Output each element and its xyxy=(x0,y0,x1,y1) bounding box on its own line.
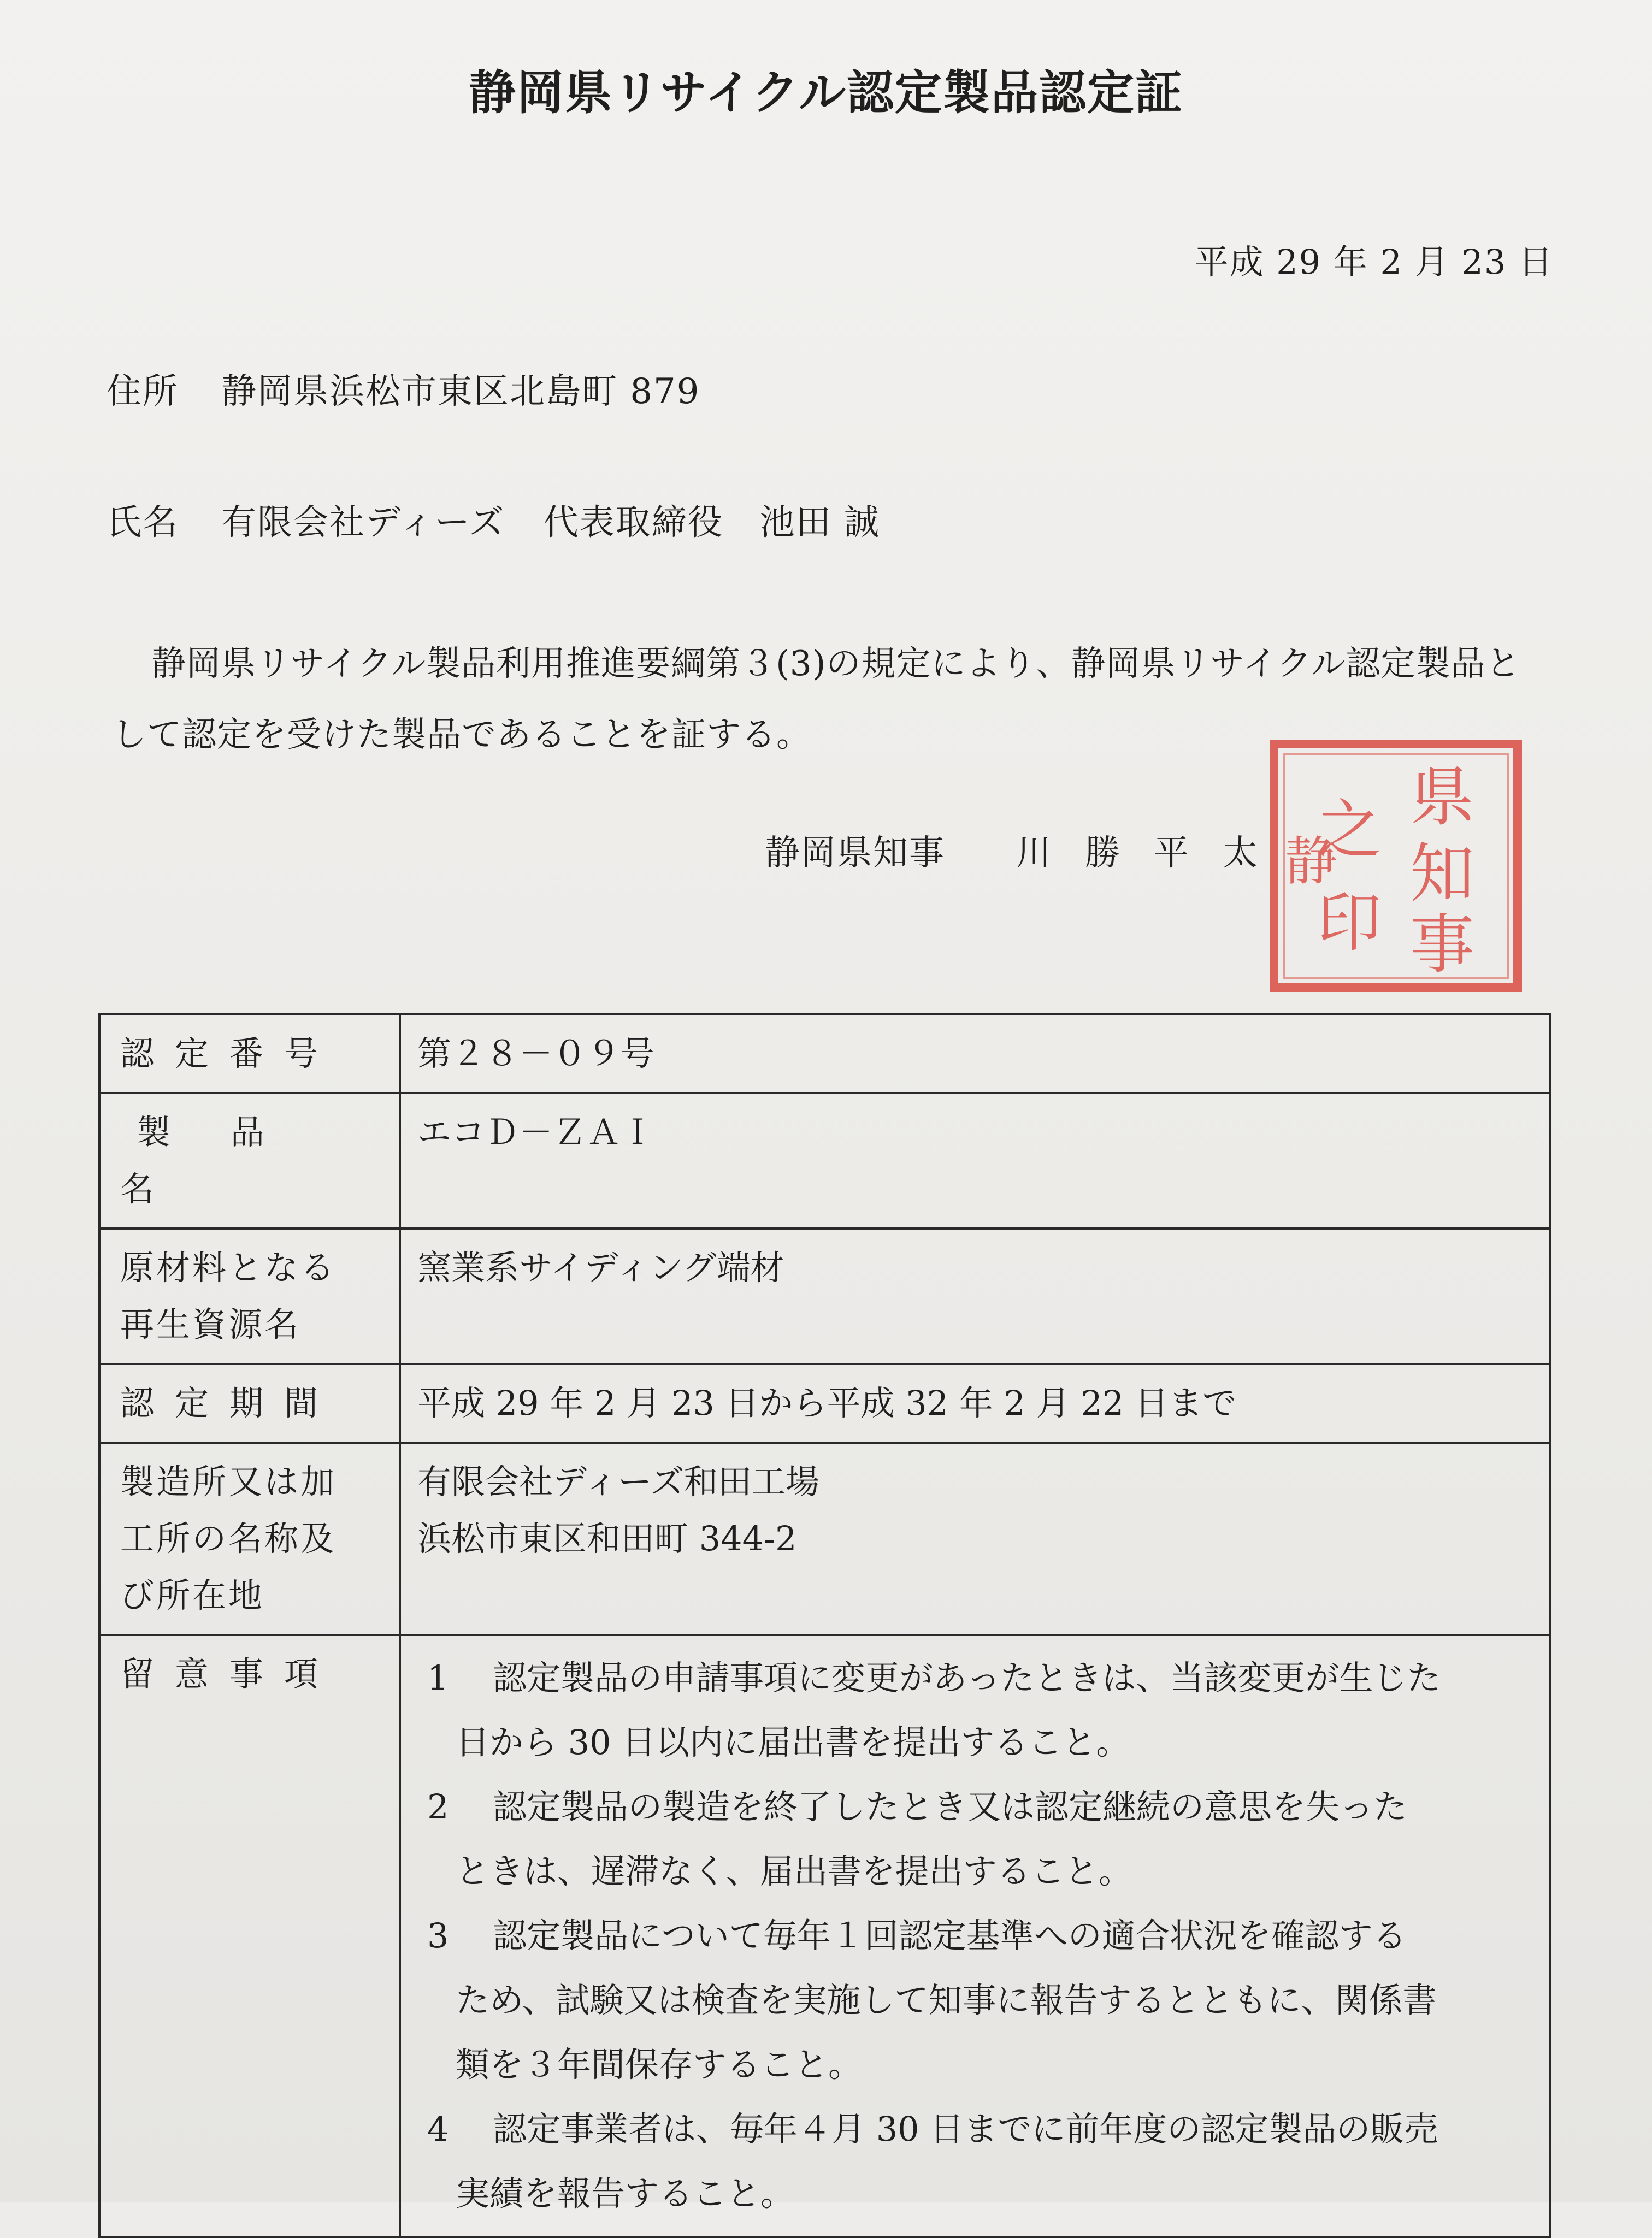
certification-statement: 静岡県リサイクル製品利用推進要綱第３(3)の規定により、静岡県リサイクル認定製品として認定を受けた製品であることを証する。 xyxy=(112,643,1521,754)
signer-title: 静岡県知事 xyxy=(765,833,945,873)
document-title: 静岡県リサイクル認定製品認定証 xyxy=(469,65,1183,120)
period-label: 認定期間 xyxy=(99,1364,400,1443)
note-item: 1 認定製品の申請事項に変更があったときは、当該変更が生じた 日から 30 日以内に届出書を提出すること。 xyxy=(427,1658,1441,1762)
address-line xyxy=(107,363,700,414)
svg-text:印: 印 xyxy=(1317,885,1382,960)
signer-name: 川勝平太 xyxy=(1016,833,1291,873)
table-row xyxy=(99,1364,1550,1443)
table-row xyxy=(99,1229,1550,1364)
product-name-value: エコＤ－ＺＡＩ xyxy=(400,1093,1550,1229)
name-label: 氏名 xyxy=(107,503,179,543)
svg-text:知: 知 xyxy=(1409,836,1475,911)
svg-text:事: 事 xyxy=(1409,907,1475,982)
note-item: 4 認定事業者は、毎年４月 30 日までに前年度の認定製品の販売 実績を報告すること。 xyxy=(427,2109,1438,2213)
material-value: 窯業系サイディング端材 xyxy=(400,1229,1550,1364)
official-seal-stamp xyxy=(1267,737,1524,994)
svg-text:静: 静 xyxy=(1285,831,1337,892)
cert-number-label: 認定番号 xyxy=(99,1014,400,1093)
table-row xyxy=(99,1635,1550,2237)
factory-address: 浜松市東区和田町 344-2 xyxy=(417,1519,797,1558)
svg-text:県: 県 xyxy=(1409,759,1475,835)
factory-value xyxy=(400,1443,1550,1635)
factory-label: 製造所又は加 工所の名称及 び所在地 xyxy=(99,1443,400,1635)
name-line xyxy=(107,494,880,545)
table-row xyxy=(99,1443,1550,1635)
table-row xyxy=(99,1093,1550,1229)
material-label: 原材料となる 再生資源名 xyxy=(99,1229,400,1364)
certification-details-table xyxy=(98,1013,1551,2238)
svg-text:之: 之 xyxy=(1317,792,1382,867)
note-item: 3 認定製品について毎年１回認定基準への適合状況を確認する ため、試験又は検査を実施して知事に報告するとともに、関係書 類を３年間保存すること。 xyxy=(427,1916,1437,2085)
table-row xyxy=(99,1014,1550,1093)
period-value: 平成 29 年 2 月 23 日から平成 32 年 2 月 22 日まで xyxy=(400,1364,1550,1443)
product-name-label: 製品名 xyxy=(99,1093,400,1229)
signer-line xyxy=(765,825,1291,875)
issue-date: 平成 29 年 2 月 23 日 xyxy=(1194,242,1554,282)
company-name: 有限会社ディーズ xyxy=(221,503,505,543)
notes-list xyxy=(400,1635,1550,2237)
representative-name: 代表取締役 池田 誠 xyxy=(543,503,881,543)
cert-number-value: 第２８－０９号 xyxy=(400,1014,1550,1093)
notes-label: 留意事項 xyxy=(99,1635,400,2237)
address-value: 静岡県浜松市東区北島町 879 xyxy=(221,371,700,412)
factory-name: 有限会社ディーズ和田工場 xyxy=(417,1462,819,1502)
address-label: 住所 xyxy=(107,371,179,412)
note-item: 2 認定製品の製造を終了したとき又は認定継続の意思を失った ときは、遅滞なく、届出書を提出すること。 xyxy=(427,1787,1408,1891)
